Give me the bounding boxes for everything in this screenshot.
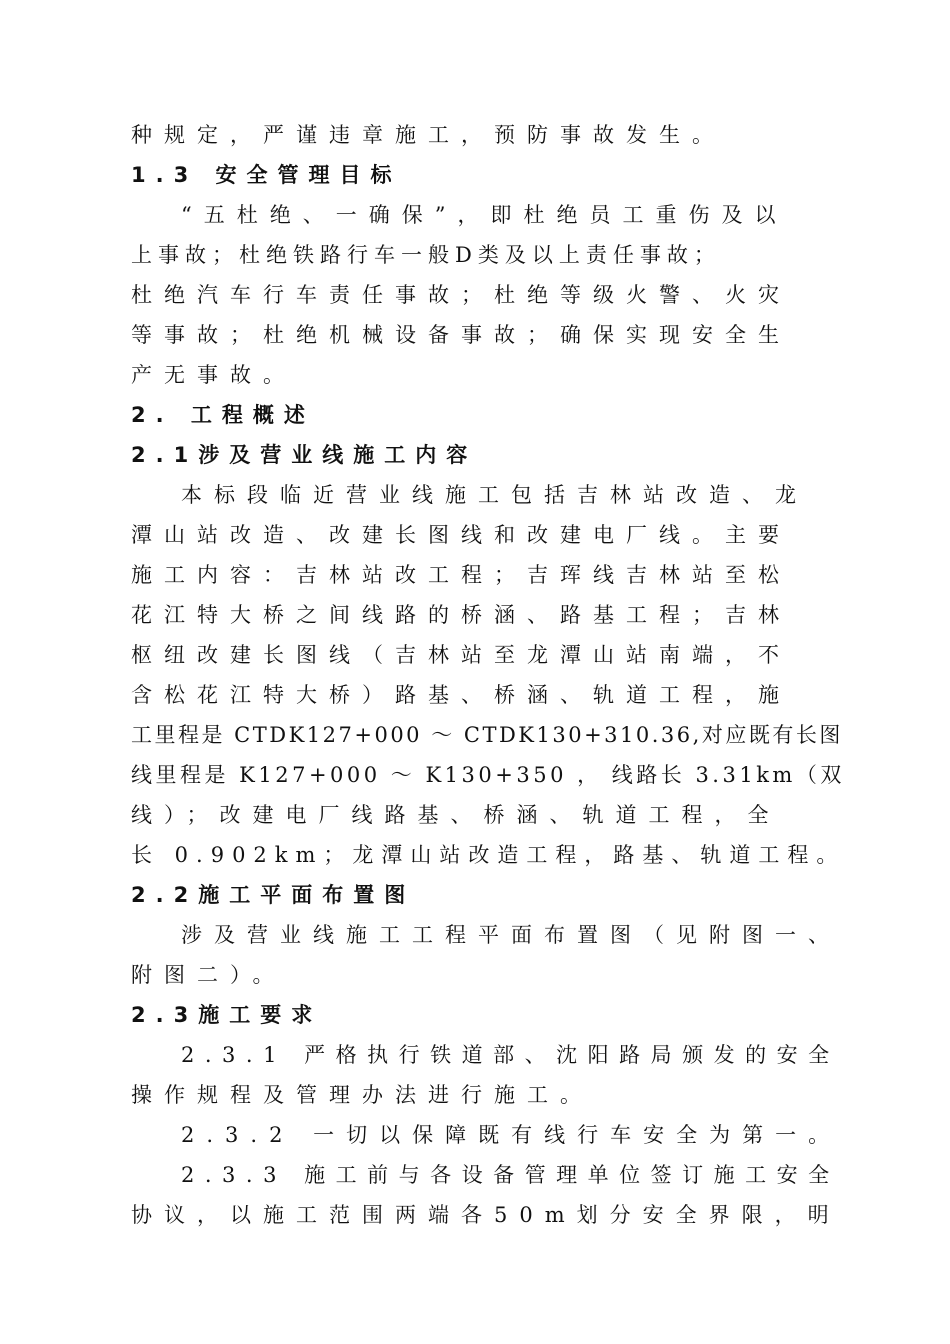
body-text-line: 上事故；杜绝铁路行车一般D类及以上责任事故； [131,243,721,267]
body-text-line: 施工内容：吉林站改工程；吉珲线吉林站至松 [131,563,791,587]
body-text-line: 等事故；杜绝机械设备事故；确保实现安全生 [131,323,791,347]
body-text-line: 花江特大桥之间线路的桥涵、路基工程；吉林 [131,603,791,627]
body-text-line: “五杜绝、一确保”，即杜绝员工重伤及以 [181,203,788,227]
body-text-line: 涉及营业线施工工程平面布置图（见附图一、 [181,923,841,947]
body-text-line: 含松花江特大桥）路基、桥涵、轨道工程，施 [131,683,791,707]
body-text-line: 协议，以施工范围两端各50m划分安全界限，明 [131,1203,841,1227]
body-text-line: 杜绝汽车行车责任事故；杜绝等级火警、火灾 [131,283,791,307]
body-text-line: 产无事故。 [131,363,296,387]
body-text-line: 2.3.1 严格执行铁道部、沈阳路局颁发的安全 [181,1043,840,1067]
body-text-line: 2.3.2 一切以保障既有线行车安全为第一。 [181,1123,842,1147]
body-text-line: 长 0.902km；龙潭山站改造工程，路基、轨道工程。 [131,843,846,867]
body-text-line: 工里程是 CTDK127+000 ～ CTDK130+310.36,对应既有长图 [131,723,843,747]
body-text-line: 种规定，严谨违章施工，预防事故发生。 [131,123,725,147]
section-heading: 1.3 安全管理目标 [131,163,402,187]
body-text-line: 2.3.3 施工前与各设备管理单位签订施工安全 [181,1163,840,1187]
body-text-line: 线）；改建电厂线路基、桥涵、轨道工程，全 [131,803,781,827]
body-text-line: 潭山站改造、改建长图线和改建电厂线。主要 [131,523,791,547]
section-heading: 2. 工程概述 [131,403,315,427]
body-text-line: 枢纽改建长图线（吉林站至龙潭山站南端，不 [131,643,791,667]
body-text-line: 操作规程及管理办法进行施工。 [131,1083,593,1107]
section-heading: 2.1涉及营业线施工内容 [131,443,478,467]
section-heading: 2.3施工要求 [131,1003,323,1027]
body-text-line: 本标段临近营业线施工包括吉林站改造、龙 [181,483,808,507]
body-text-line: 附图二）。 [131,963,286,987]
body-text-line: 线里程是 K127+000 ～ K130+350 ， 线路长 3.31km（双 [131,763,845,787]
section-heading: 2.2施工平面布置图 [131,883,416,907]
